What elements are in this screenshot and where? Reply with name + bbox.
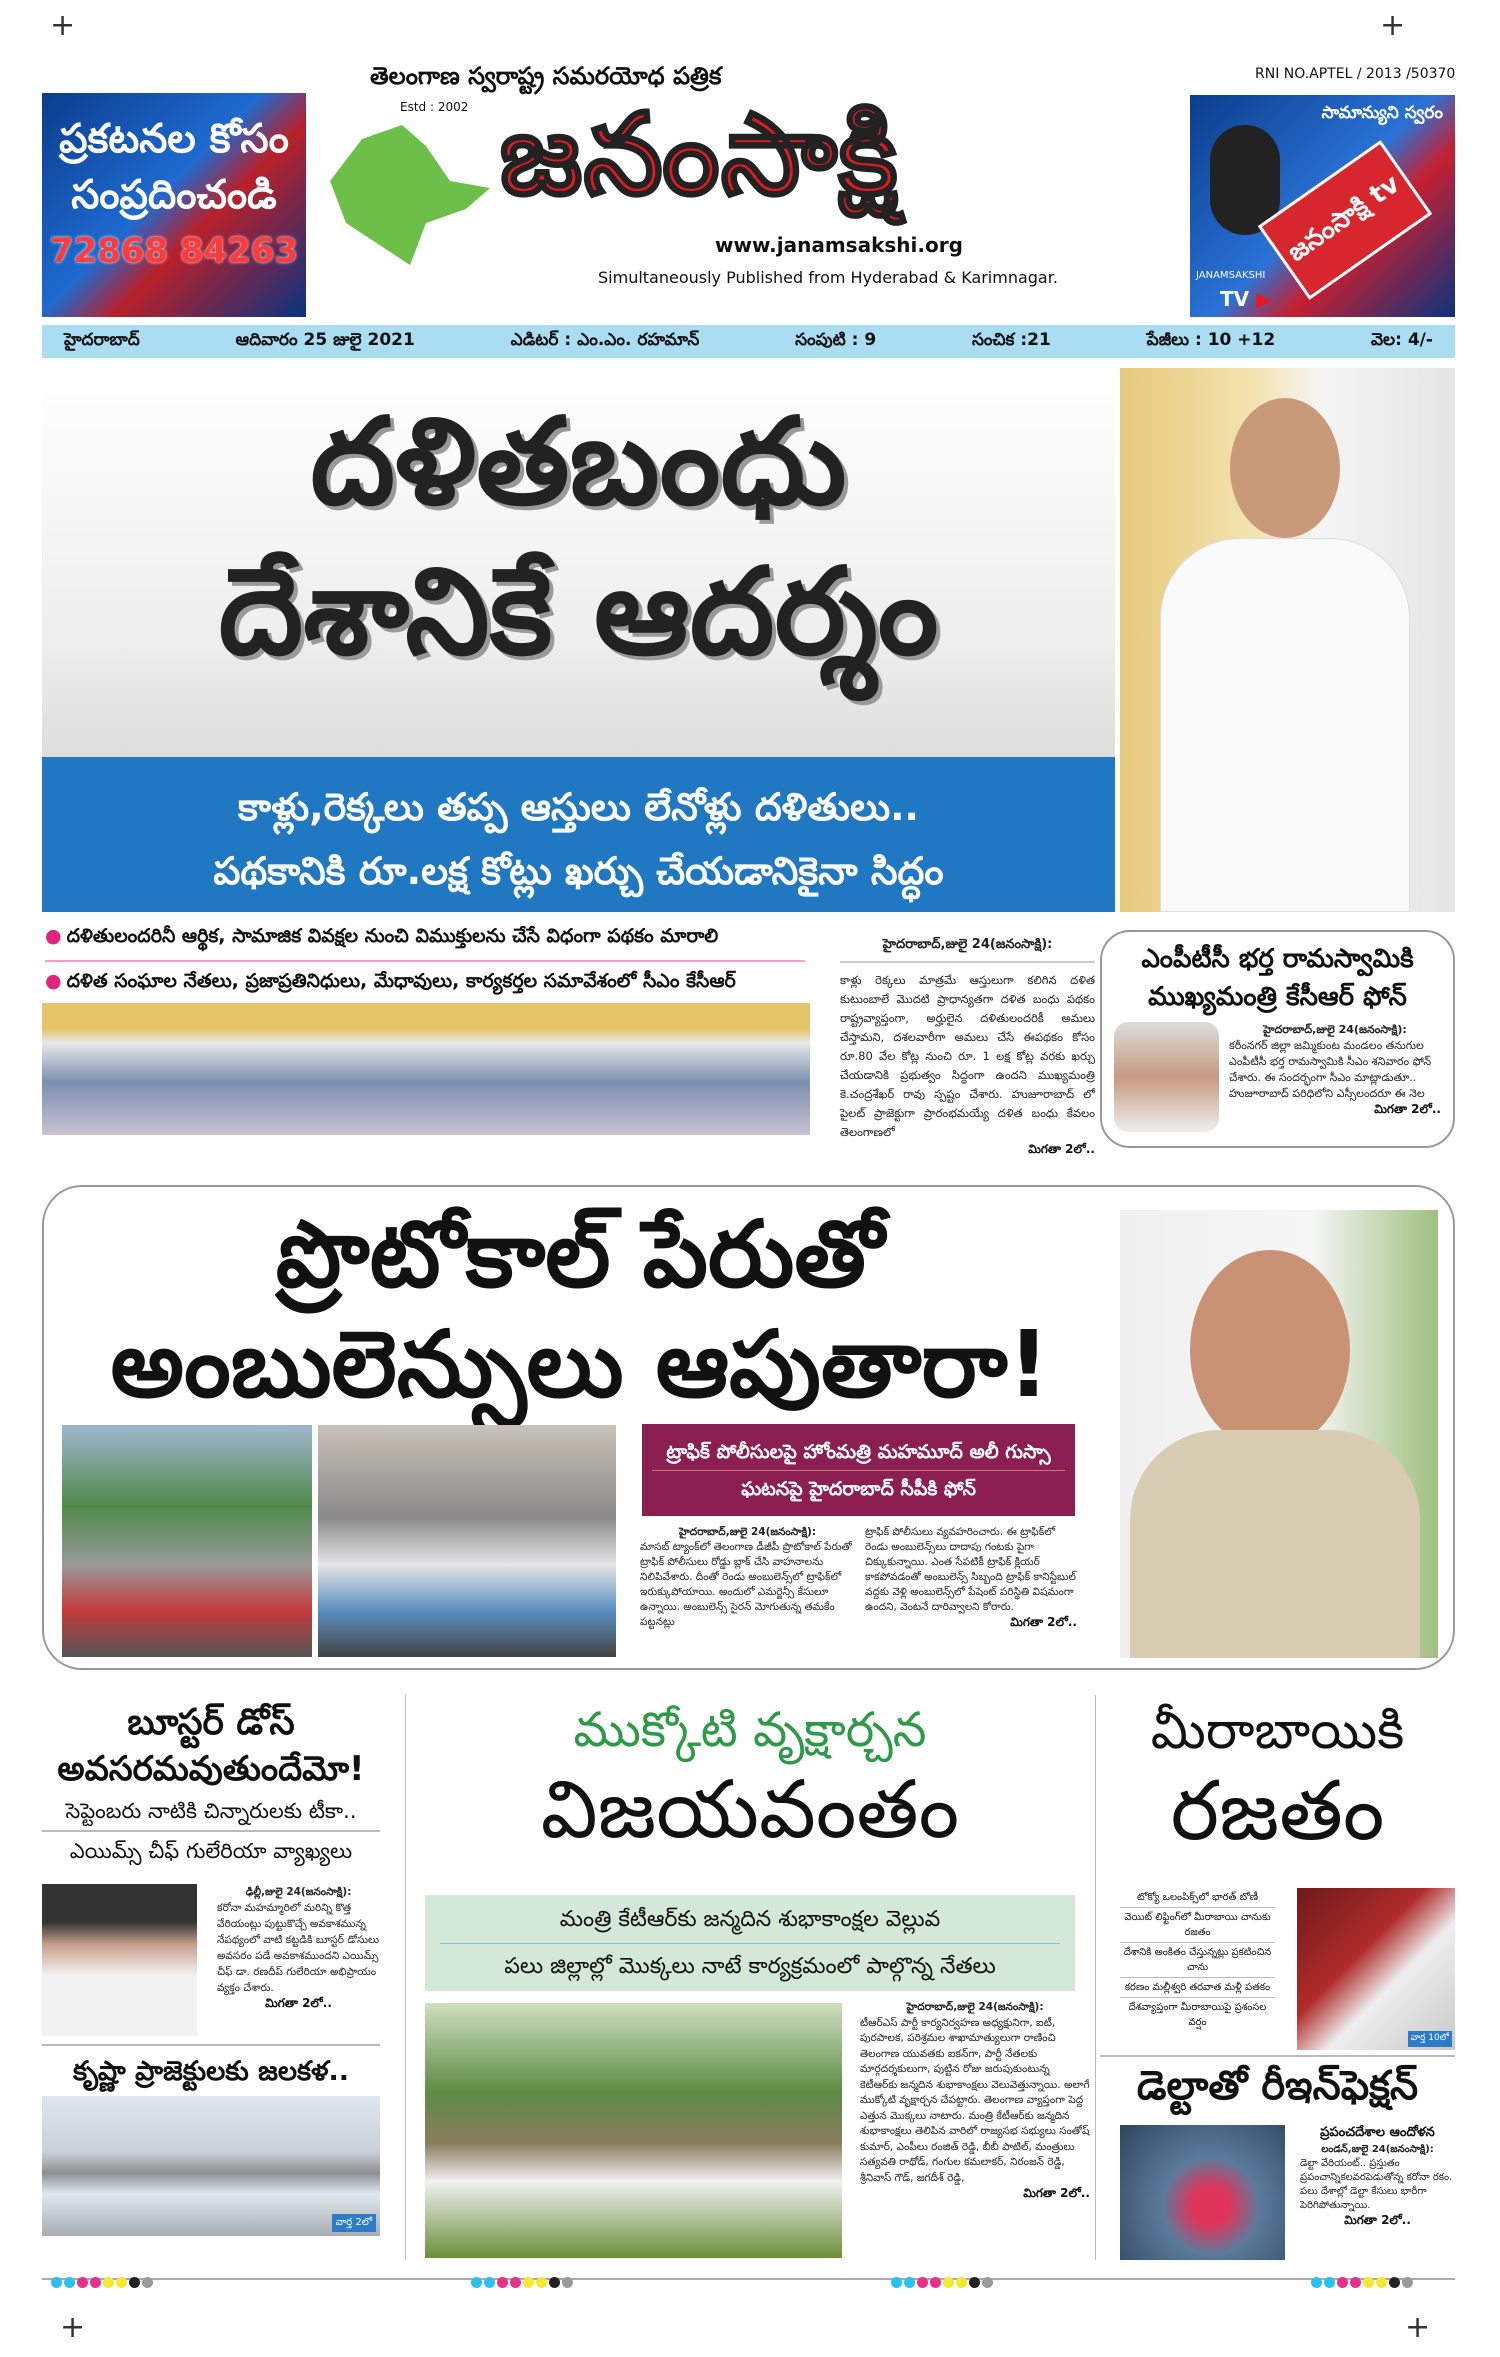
guleria-photo bbox=[42, 1884, 197, 2036]
editor: ఎడిటర్ : ఎం.ఎం. రహమాన్ bbox=[510, 329, 700, 350]
color-registration-dots bbox=[1310, 2273, 1414, 2292]
story-body: కాళ్లు రెక్కలు మాత్రమే ఆస్తులుగా కలిగిన దళిత కుటుంబాలే మొదటి ప్రాధాన్యతగా దళిత బంధు పథకం రాష్ట్రవ్యాప్తంగా, అర్హులైన దళితులందరికీ అమలు చేస్తామని, దశలవారీగా అమలు చేసే ఈపథకం కోసం రూ.80 వేల కోట్ల నుంచి రూ. 1 లక్ష కోట్ల వరకు ఖర్చు చేయడానికి ప్రభుత్వం సిద్ధంగా ఉందని ముఖ్యమంత్రి కె.చంద్రశేఖర్ రావు స్పష్టం చేశారు. హుజూరాబాద్ లో పైలట్ ప్రాజెక్టుగా ప్రారంభమయ్యే దళిత బంధు కేవలం తెలంగాణలో bbox=[840, 973, 1095, 1139]
dateline: హైదరాబాద్,జులై 24(జనంసాక్షి): bbox=[840, 935, 1095, 963]
news-tag: వార్త 2లో bbox=[332, 2214, 376, 2232]
subheadline: ఎయిమ్స్ చీఫ్ గులేరియా వ్యాఖ్యలు bbox=[69, 1839, 353, 1863]
subheadline: పలు జిల్లాల్లో మొక్కలు నాటే కార్యక్రమంలో పాల్గొన్న నేతలు bbox=[504, 1954, 996, 1979]
delta-body bbox=[1300, 2125, 1455, 2260]
story-body: కరీంనగర్ జిల్లా జమ్మికుంట మండలం తనుగుల ఎంపీటీసీ భర్త రామస్వామికి సీఎం శనివారం ఫోన్ చేశారు. ఈ సందర్భంగా సీఎం మాట్లాడుతూ.. హుజూరాబాద్ పరిధిలోని ఎస్సీలందరూ ఈ నెల bbox=[1229, 1039, 1432, 1100]
cm-photo bbox=[1120, 368, 1455, 912]
registration-line bbox=[42, 2278, 1455, 2280]
headline-line: మీరాబాయికి bbox=[1150, 1701, 1405, 1761]
tv-brand: జనంసాక్షి tv bbox=[1258, 140, 1432, 300]
story-body: డెల్టా వేరియంట్.. ప్రస్తుతం ప్రపంచాన్నికలవరపెడుతోన్న కరోనా రకం. పలు దేశాల్లో డెల్టా కేసులు భారీగా పెరిగిపోతున్నాయి. bbox=[1300, 2158, 1453, 2211]
mirabai-row bbox=[1100, 1888, 1455, 2050]
lead-bullets bbox=[45, 925, 805, 997]
ad-line: ప్రకటనల కోసం bbox=[59, 116, 289, 162]
police-photo bbox=[318, 1425, 616, 1657]
trees-body bbox=[860, 2000, 1090, 2203]
virus-photo bbox=[1120, 2125, 1285, 2260]
lead-headline: దేశానికే ఆదర్శం bbox=[218, 543, 939, 682]
headline-line: ప్రొటోకాల్ పేరుతో bbox=[275, 1201, 885, 1308]
tagline: తెలంగాణ స్వరాష్ట్ర సమరయోధ పత్రిక bbox=[370, 62, 722, 90]
second-headline bbox=[60, 1200, 1100, 1420]
continued-link[interactable]: మిగతా 2లో.. bbox=[1010, 1615, 1077, 1629]
tv-small: JANAMSAKSHI bbox=[1196, 270, 1266, 281]
point: కరణం మల్లీశ్వరి తరవాత మళ్లీ పతకం bbox=[1120, 1978, 1275, 1998]
ad-phone: 72868 84263 bbox=[49, 231, 299, 271]
subheadline: ట్రాఫిక్ పోలీసులపై హోంమత్రి మహమూద్ అలీ గుస్సా bbox=[652, 1434, 1065, 1471]
subheadline: సెప్టెంబరు నాటికి చిన్నారులకు టీకా.. bbox=[42, 1792, 380, 1832]
rni-number: RNI NO.APTEL / 2013 /50370 bbox=[1255, 66, 1456, 82]
bullet: ● దళిత సంఘాల నేతలు, ప్రజాప్రతినిధులు, మేధావులు, కార్యకర్తల సమావేశంలో సీఎం కేసీఆర్ bbox=[45, 962, 805, 997]
telangana-map-icon bbox=[330, 125, 490, 265]
trees-subheadline-box bbox=[425, 1895, 1075, 1991]
dateline: ఢిల్లీ,జులై 24(జనంసాక్షి): bbox=[245, 1886, 352, 1898]
column-divider bbox=[405, 1695, 406, 2260]
lead-headline-area bbox=[42, 368, 1115, 757]
continued-link[interactable]: మిగతా 2లో.. bbox=[1374, 1102, 1441, 1116]
published-from: Simultaneously Published from Hyderabad & Karimnagar. bbox=[598, 268, 1058, 287]
dateline: లండన్,జులై 24(జనంసాక్షి): bbox=[1321, 2144, 1434, 2155]
lead-story bbox=[840, 935, 1095, 1159]
continued-link[interactable]: మిగతా 2లో.. bbox=[1344, 2213, 1411, 2227]
dateline: హైదరాబాద్,జులై 24(జనంసాక్షి): bbox=[678, 1526, 817, 1538]
column-divider bbox=[1095, 1695, 1096, 2260]
crop-mark: + bbox=[50, 8, 76, 43]
city: హైదరాబాద్ bbox=[64, 329, 140, 350]
info-bar bbox=[42, 325, 1455, 358]
point: దేశానికి అంకితం చేస్తున్నట్లు ప్రకటించిన చాను bbox=[1120, 1943, 1275, 1978]
second-story-col1 bbox=[640, 1525, 855, 1630]
maroon-subheadline bbox=[642, 1424, 1075, 1516]
continued-link[interactable]: మిగతా 2లో.. bbox=[1028, 1142, 1095, 1156]
newspaper-logo: జనంసాక్షి bbox=[500, 90, 900, 220]
mirabai-photo bbox=[1297, 1888, 1455, 2050]
subheadline: ప్రపంచదేశాల ఆందోళన bbox=[1320, 2125, 1435, 2140]
crop-mark: + bbox=[1405, 2310, 1431, 2345]
story-body: మాసబ్ ట్యాంక్‌లో తెలంగాణ డీజీపీ ప్రొటోకాల్ పేరుతో ట్రాఫిక్ పోలీసులు రోడ్డు బ్లాక్ చేసి వాహనాలను నిలిపివేశారు. దీంతో రెండు అంబులెన్స్‌లో ట్రాఫిక్‌లో ఇరుక్కుపోయాయి. అందులో ఎమర్జెన్సీ కేసులూ ఉన్నాయి. అంబులెన్స్ సైరన్ మోగుతున్న తమకేం పట్టనట్లు bbox=[640, 1541, 852, 1628]
headline: విజయవంతం bbox=[540, 1763, 960, 1856]
advertise-box bbox=[42, 93, 306, 317]
mirabai-points bbox=[1100, 1888, 1275, 2050]
headline-line: అవసరమవుతుందేమో! bbox=[57, 1749, 365, 1789]
headline-line: బూస్టర్ డోస్ bbox=[127, 1702, 295, 1743]
story-body: టీఆర్ఎస్ పార్టీ కార్యనిర్వహణ అధ్యక్షునిగా, ఐటీ, పురపాలక, పరిశ్రమల శాఖామాత్యులుగా రాణించి తెలంగాణ యువతకు ఐకన్‌గా, పార్టీ నేతలకు మార్గదర్శకులుగా, పుట్టిన రోజు జరుపుకుంటున్న కెటీఆర్‌కు జన్మదిన శుభాకాంక్షలు వెలువెత్తున్నాయి. అలాగే ముక్కోటి వృక్షార్చన చేపట్టారు. తెలంగాణ వ్యాప్తంగా పెద్ద ఎత్తున మొక్కలు నాటారు. మంత్రి కేటీఆర్‌కు జన్మదిన శుభాకాంక్షలు తెలిపిన వారిలో రాజ్యసభ సభ్యులు సంతోష్ కుమార్, ఎంపీలు రంజిత్ రెడ్డి, బీబీ పాటిల్, మంత్రులు సత్యవతి రాథోడ్, గంగుల కమలాకర్, నిరంజన్ రెడ్డి, శ్రీనివాస్ గౌడ్, జగదీశ్ రెడ్డి, bbox=[860, 2016, 1090, 2184]
side-story-row bbox=[1114, 1022, 1441, 1132]
dateline: హైదరాబాద్,జులై 24(జనంసాక్షి): bbox=[1263, 1023, 1407, 1036]
continued-link[interactable]: మిగతా 2లో.. bbox=[265, 1996, 332, 2010]
subheadline: మంత్రి కేటీఆర్‌కు జన్మదిన శుభాకాంక్షల వెల్లువ bbox=[440, 1897, 1060, 1944]
cm-phone-photo bbox=[1114, 1022, 1219, 1132]
side-headline: ముఖ్యమంత్రి కేసీఆర్ ఫోన్ bbox=[1148, 982, 1407, 1012]
youtube-tv bbox=[1220, 287, 1271, 311]
news-tag: వార్త 10లో bbox=[1408, 2031, 1452, 2047]
crop-mark: + bbox=[60, 2310, 86, 2345]
delta-headline: డెల్టాతో రీఇన్‌ఫెక్షన్ bbox=[1100, 2055, 1455, 2115]
point: టోక్యో ఒలంపిక్స్‌లో భారత్ బోణీ bbox=[1120, 1888, 1275, 1908]
bottom-left-column bbox=[42, 1700, 380, 2236]
tv-ad-box bbox=[1190, 95, 1455, 317]
volume: సంపుటి : 9 bbox=[795, 329, 877, 350]
ambulance-photo bbox=[62, 1425, 312, 1657]
second-story-col2 bbox=[865, 1525, 1077, 1632]
dateline: హైదరాబాద్,జులై 24(జనంసాక్షి): bbox=[906, 2001, 1044, 2013]
lead-subheadline: కాళ్లు,రెక్కలు తప్ప ఆస్తులు లేనోళ్లు దళితులు.. bbox=[237, 785, 919, 829]
tv-label: TV bbox=[1220, 287, 1250, 311]
story-body: కరోనా మహమ్మారిలో మరిన్ని కొత్త వేరియంట్లు పుట్టుకొచ్చే అవకాశమున్న నేపథ్యంలో వాటి కట్టడికి బూస్టర్ డోసులు అవసరం పడే అవకాశముందని ఎయిమ్స్ చీఫ్ డా. రణదీప్ గులేరియా అభిప్రాయం వ్యక్తం చేశారు. bbox=[217, 1902, 380, 1994]
estd: Estd : 2002 bbox=[400, 100, 469, 114]
side-headline: ఎంపీటీసీ భర్త రామస్వామికి bbox=[1141, 944, 1414, 974]
booster-body bbox=[217, 1884, 380, 2036]
headline-line: అంబులెన్సులు ఆపుతారా! bbox=[110, 1311, 1050, 1418]
subheadline: ఘటనపై హైదరాబాద్ సీపీకి ఫోన్ bbox=[741, 1478, 976, 1500]
color-registration-dots bbox=[890, 2273, 994, 2292]
home-minister-photo bbox=[1120, 1210, 1438, 1658]
color-registration-dots bbox=[50, 2273, 154, 2292]
issue: సంచిక :21 bbox=[971, 329, 1051, 350]
youtube-icon: ▶ bbox=[1256, 287, 1272, 311]
lead-subheadline: పథకానికి రూ.లక్ష కోట్లు ఖర్చు చేయడానికైనా సిద్ధం bbox=[213, 849, 944, 893]
booster-row bbox=[42, 1884, 380, 2036]
krishna-headline: కృష్ణా ప్రాజెక్టులకు జలకళ.. bbox=[42, 2044, 380, 2090]
kicker: ముక్కోటి వృక్షార్చన bbox=[573, 1702, 927, 1758]
dam-photo bbox=[42, 2096, 380, 2236]
booster-story bbox=[42, 1700, 380, 1870]
color-registration-dots bbox=[470, 2273, 574, 2292]
tv-slogan: సామాన్యుని స్వరం bbox=[1321, 103, 1443, 123]
delta-row bbox=[1100, 2125, 1455, 2260]
crop-mark: + bbox=[1380, 8, 1406, 43]
lead-headline: దళితబంధు bbox=[310, 393, 847, 532]
bottom-right-column bbox=[1100, 1888, 1455, 2260]
lead-subheadline-bar bbox=[42, 757, 1115, 912]
point: దేశవ్యాప్తంగా మీరాబాయిపై ప్రశంసల వర్షం bbox=[1128, 2002, 1267, 2028]
tree-planting-photo bbox=[425, 2003, 842, 2258]
price: వెల: 4/- bbox=[1370, 329, 1433, 350]
pages: పేజీలు : 10 +12 bbox=[1146, 329, 1276, 350]
trees-story bbox=[420, 1700, 1080, 1860]
headline-line: రజతం bbox=[1170, 1764, 1385, 1859]
bullet: ● దళితులందరినీ ఆర్థిక, సామాజిక వివక్షల నుంచి విముక్తులను చేసే విధంగా పథకం మారాలి bbox=[45, 925, 805, 962]
mirabai-story bbox=[1100, 1700, 1455, 1862]
point: వెయిట్ లిఫ్టింగ్‌లో మీరాబాయి చానుకు రజతం bbox=[1120, 1908, 1275, 1943]
story-body: ట్రాఫిక్ పోలీసులు వ్యవహరించారు. ఈ ట్రాఫిక్‌లో రెండు అంబులెన్స్‌లు దాదాపు గంటకు పైగా చిక్కుకున్నాయి. ఎంత సేపటికీ ట్రాఫిక్ క్లియర్ కాకపోవడంతో అంబులెన్స్ సిబ్బంది ట్రాఫిక్ కానిస్టేబుల్ వద్దకు వెళ్లి అంబులెన్స్‌లో పేషెంట్ పరిస్థితి విషమంగా ఉందని, వెంటనే దారివ్వాలని కోరారు. bbox=[865, 1526, 1076, 1613]
website: www.janamsakshi.org bbox=[715, 233, 963, 257]
date: ఆదివారం 25 జులై 2021 bbox=[235, 329, 415, 350]
continued-link[interactable]: మిగతా 2లో.. bbox=[1023, 2186, 1090, 2200]
side-story-box bbox=[1100, 930, 1455, 1148]
ad-line: సంప్రదించండి bbox=[71, 172, 277, 218]
meeting-crowd-photo bbox=[42, 1003, 810, 1135]
